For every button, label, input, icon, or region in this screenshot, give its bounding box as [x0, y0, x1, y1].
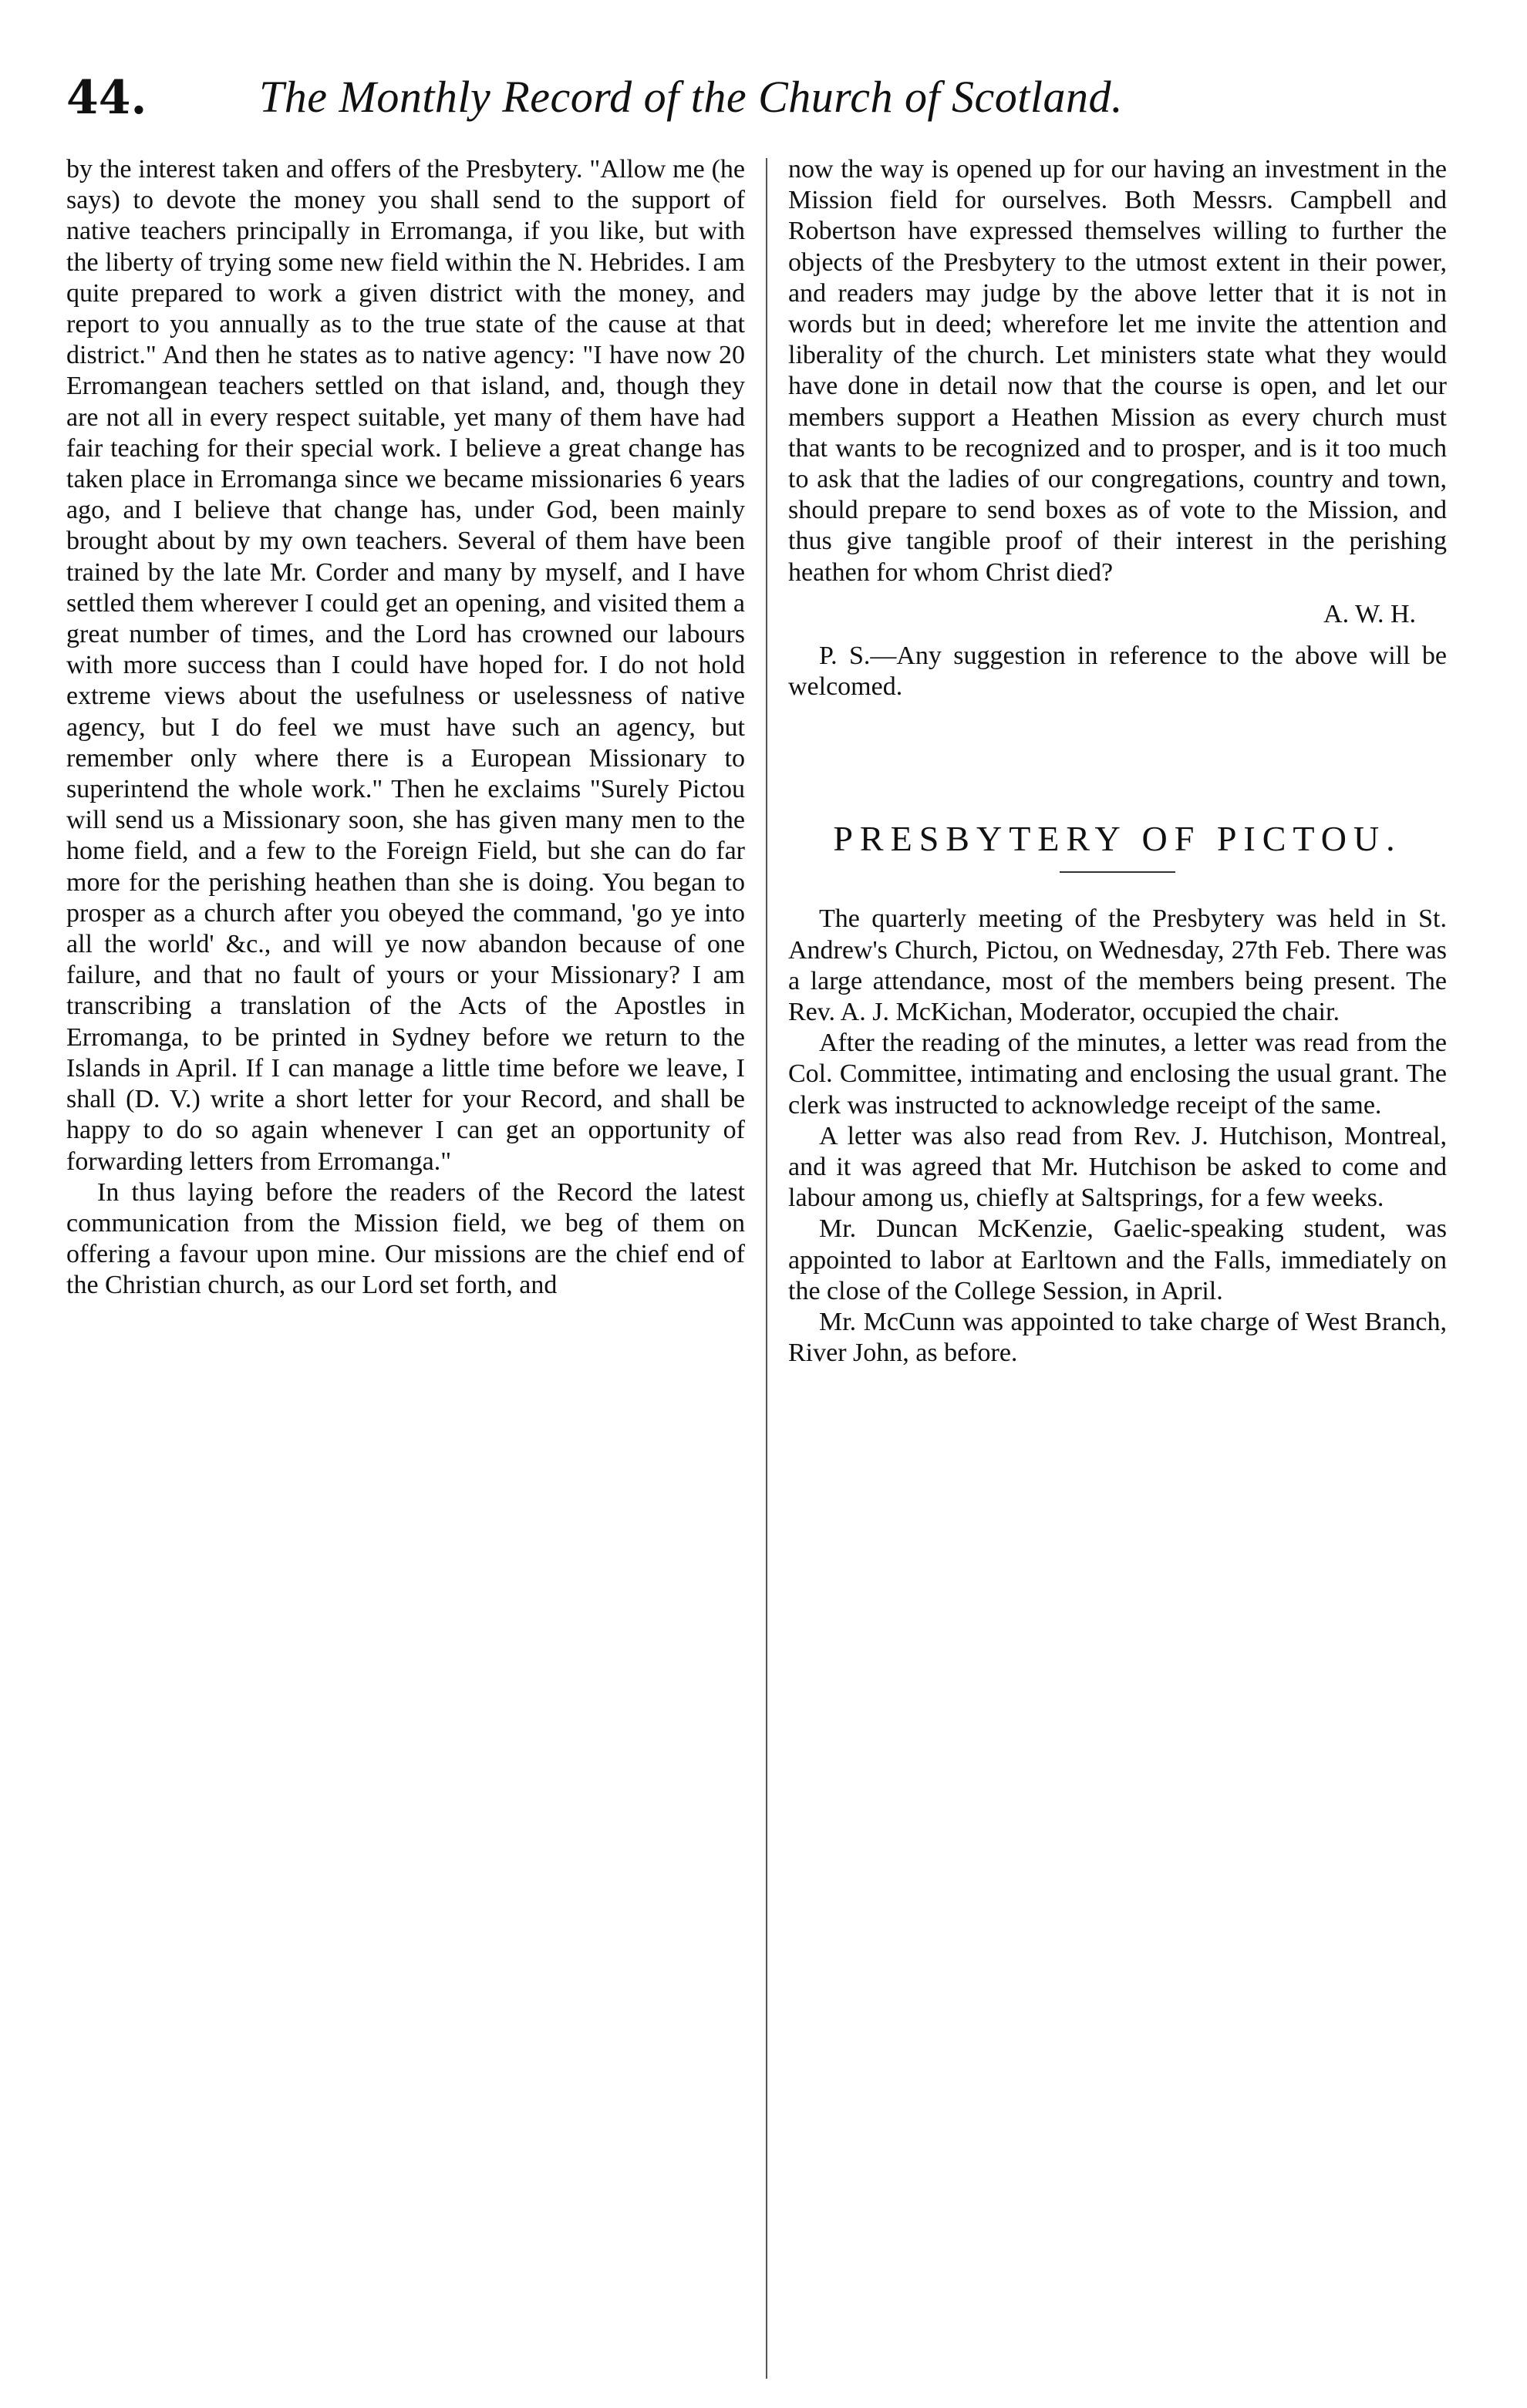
minutes-paragraph: The quarterly meeting of the Presbytery was held in St. Andrew's Church, Pictou, on Wednesday, 27th Feb. There was a large attendance, most of the members being present. The Rev. A. J. McKichan, Moderator, occupied the chair.	[788, 904, 1447, 1027]
minutes-paragraph: Mr. Duncan McKenzie, Gaelic-speaking student, was appointed to labor at Earltown and the Falls, immediately on the close of the College Session, in April.	[788, 1214, 1447, 1305]
closing-paragraph: In thus laying before the readers of the Record the latest communication from the Mission field, we beg of them on offering a favour upon mine. Our missions are the chief end of the Christian church, as our Lord set forth, and	[66, 1177, 745, 1300]
postscript: P. S.—Any suggestion in reference to the above will be welcomed.	[788, 642, 1447, 702]
minutes-paragraph: After the reading of the minutes, a letter was read from the Col. Committee, intimating and enclosing the usual grant. The clerk was instructed to acknowledge receipt of the same.	[788, 1029, 1447, 1120]
section-heading: PRESBYTERY OF PICTOU.	[833, 819, 1402, 859]
page-header	[66, 71, 1377, 140]
heading-rule	[1060, 871, 1175, 873]
minutes-paragraph: Mr. McCunn was appointed to take charge of West Branch, River John, as before.	[788, 1308, 1447, 1368]
left-column	[66, 154, 745, 2362]
right-column	[788, 154, 1447, 2362]
letter-body-paragraph: by the interest taken and offers of the Presbytery. "Allow me (he says) to devote the money you shall send to the support of native teachers principally in Erromanga, if you like, but with the liberty of trying some new field within the N. Hebrides. I am quite prepared to work a given district with the money, and report to you annually as to the true state of the cause at that district." And then he states as to native agency: "I have now 20 Erromangean teachers settled on that island, and, though they are not all in every respect suitable, yet many of them have had fair teaching for their special work. I believe a great change has taken place in Erromanga since we became missionaries 6 years ago, and I believe that change has, under God, been mainly brought about by my own teachers. Several of them have been trained by the late Mr. Corder and many by myself, and I have settled them wherever I could get an opening, and visited them a great number of times, and the Lord has crowned our labours with more success than I could have hoped for. I do not hold extreme views about the usefulness or uselessness of native agency, but I do feel we must have such an agency, but remember only where there is a European Missionary to superintend the whole work." Then he exclaims "Surely Pictou will send us a Missionary soon, she has given many men to the home field, and a few to the Foreign Field, but she can do far more for the perishing heathen than she is doing. You began to prosper as a church after you obeyed the command, 'go ye into all the world' &c., and will ye now abandon because of one failure, and that no fault of yours or your Missionary? I am transcribing a translation of the Acts of the Apostles in Erromanga, to be printed in Sydney before we return to the Islands in April. If I can manage a little time before we leave, I shall (D. V.) write a short letter for your Record, and shall be happy to do so again whenever I can get an opportunity of forwarding letters from Erromanga."	[66, 155, 745, 1176]
page-number: 44.	[66, 71, 147, 125]
appeal-paragraph: now the way is opened up for our having an investment in the Mission field for ourselves. Both Messrs. Campbell and Robertson have expressed themselves willing to further the objects of the Presbytery to the utmost extent in their power, and readers may judge by the above letter that it is not in words but in deed; wherefore let me invite the attention and liberality of the church. Let ministers state what they would have done in detail now that the course is open, and let our members support a Heathen Mission as every church must that wants to be recognized and to prosper, and is it too much to ask that the ladies of our congregations, country and town, should prepare to send boxes as of vote to the Mission, and thus give tangible proof of their interest in the perishing heathen for whom Christ died?	[788, 155, 1447, 587]
journal-title: The Monthly Record of the Church of Scotland.	[259, 72, 1124, 122]
minutes-paragraph: A letter was also read from Rev. J. Hutchison, Montreal, and it was agreed that Mr. Hutchison be asked to come and labour among us, chiefly at Saltsprings, for a few weeks.	[788, 1121, 1447, 1213]
column-divider	[766, 158, 767, 2379]
signature: A. W. H.	[1323, 599, 1416, 628]
